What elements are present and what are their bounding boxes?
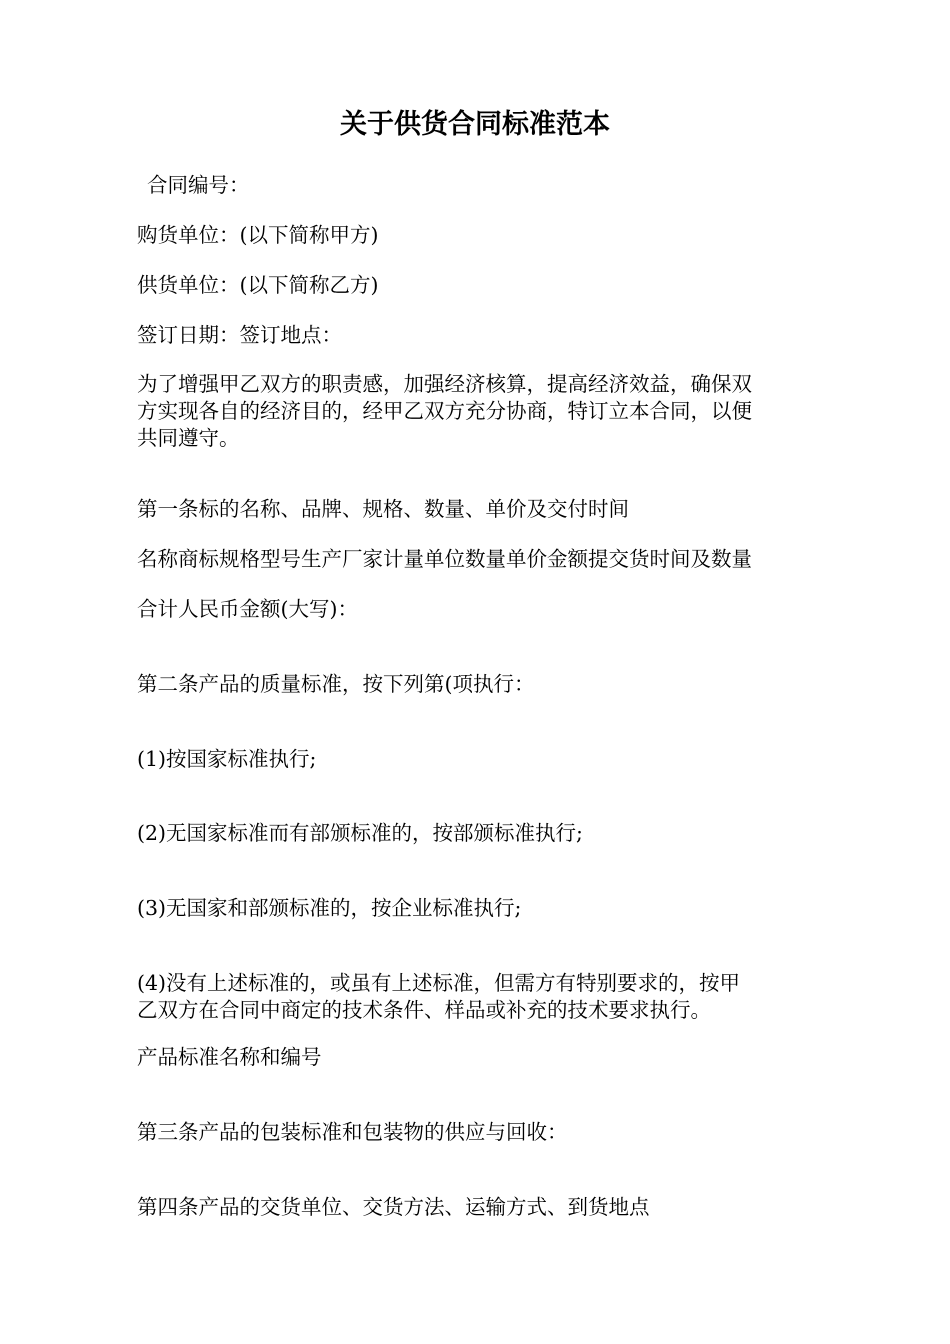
product-standard-line: 产品标准名称和编号 [137, 1045, 322, 1069]
quality-item-4 [137, 970, 817, 1024]
quality-item-1: (1)按国家标准执行; [137, 747, 317, 771]
quality-item-2: (2)无国家标准而有部颁标准的，按部颁标准执行; [137, 821, 583, 845]
total-amount-line: 合计人民币金额(大写)： [137, 597, 358, 621]
contract-number-line: 合同编号： [147, 173, 250, 197]
intro-line: 共同遵守。 [137, 426, 240, 450]
article-4-heading: 第四条产品的交货单位、交货方法、运输方式、到货地点 [137, 1195, 650, 1219]
article-2-heading: 第二条产品的质量标准，按下列第(项执行： [137, 672, 535, 696]
item-table-header: 名称商标规格型号生产厂家计量单位数量单价金额提交货时间及数量 [137, 547, 752, 571]
article-3-heading: 第三条产品的包装标准和包装物的供应与回收： [137, 1120, 568, 1144]
quality-item-4-line: 乙双方在合同中商定的技术条件、样品或补充的技术要求执行。 [137, 998, 711, 1022]
quality-item-3: (3)无国家和部颁标准的，按企业标准执行; [137, 896, 522, 920]
intro-line: 方实现各自的经济目的，经甲乙双方充分协商，特订立本合同，以便 [137, 399, 752, 423]
intro-paragraph [137, 371, 817, 452]
quality-item-4-line: (4)没有上述标准的，或虽有上述标准，但需方有特别要求的，按甲 [137, 971, 741, 995]
intro-line: 为了增强甲乙双方的职责感，加强经济核算，提高经济效益，确保双 [137, 372, 752, 396]
document-title: 关于供货合同标准范本 [340, 109, 610, 140]
supplier-line: 供货单位：(以下简称乙方) [137, 273, 379, 297]
article-1-heading: 第一条标的名称、品牌、规格、数量、单价及交付时间 [137, 497, 629, 521]
sign-info-line: 签订日期：签订地点： [137, 323, 342, 347]
buyer-line: 购货单位：(以下简称甲方) [137, 223, 379, 247]
